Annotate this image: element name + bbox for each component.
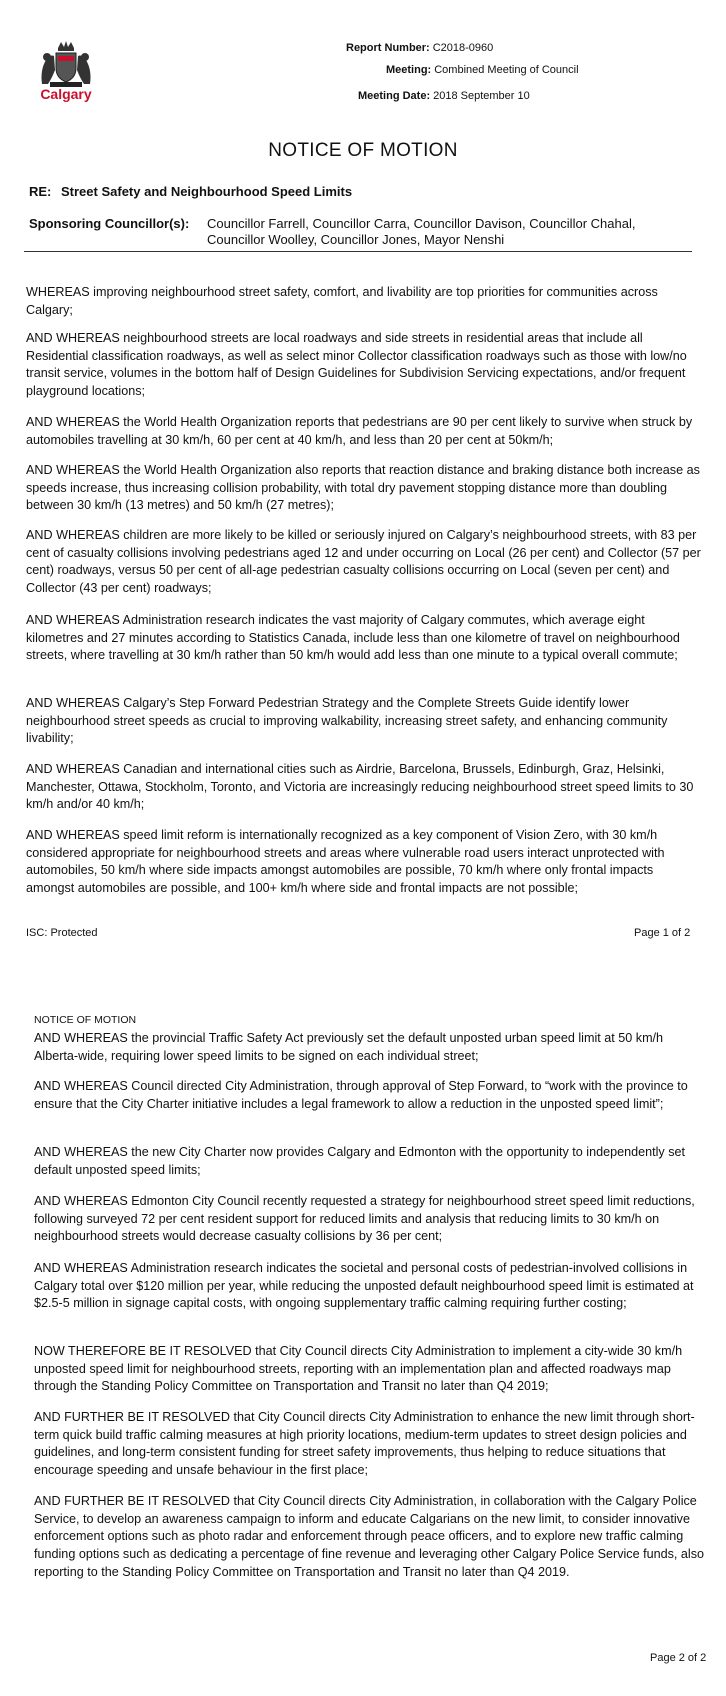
meeting-value: Combined Meeting of Council	[434, 64, 579, 76]
paragraph: AND WHEREAS Calgary’s Step Forward Pedestrian Strategy and the Complete Streets Guide identify lower neighbourhood street speeds as crucial to improving walkability, increasing street safety, and enhancing community livability;	[26, 696, 668, 746]
re-label: RE:	[29, 184, 52, 199]
paragraph: AND WHEREAS neighbourhood streets are local roadways and side streets in residential areas that include all Residential classification roadways, as well as select minor Collector classification roadways such as those with low/no transit service, volumes in the bottom half of Design Guidelines for Subdivision Servicing expectations, and/or frequent playground locations;	[26, 331, 687, 399]
paragraph: AND FURTHER BE IT RESOLVED that City Council directs City Administration to enhance the new limit through short-term quick build traffic calming measures at high priority locations, medium-term updates to street design policies and guidelines, and long-term consistent funding for street safety improvements, thus helping to reduce situations that encourage speeding and unsafe behaviour in the first place;	[34, 1410, 695, 1478]
paragraph: AND WHEREAS Edmonton City Council recently requested a strategy for neighbourhood street speed limit reductions, following surveyed 72 per cent resident support for reduced limits and analysis that reducing limits to 30 km/h on neighbourhood streets would decrease casualty collisions by 36 per cent;	[34, 1194, 695, 1244]
meeting-date-value: 2018 September 10	[433, 90, 530, 102]
paragraph: NOW THEREFORE BE IT RESOLVED that City Council directs City Administration to implement a city-wide 30 km/h unposted speed limit for neighbourhood streets, reporting with an implementation plan and affected roadways map through the Standing Policy Committee on Transportation and Transit no later than Q4 2019;	[34, 1344, 683, 1394]
report-number-label: Report Number:	[346, 42, 430, 54]
page2-header: NOTICE OF MOTION	[34, 1014, 137, 1026]
paragraph: AND WHEREAS Council directed City Administration, through approval of Step Forward, to “work with the province to ensure that the City Charter initiative includes a legal framework to allow a reduction in the unposted speed limit”;	[34, 1079, 688, 1111]
paragraph: AND WHEREAS Administration research indicates the vast majority of Calgary commutes, which average eight kilometres and 27 minutes according to Statistics Canada, include less than one kilometre of travel on neighbourhood streets, where travelling at 30 km/h rather than 50 km/h would add less than one minute to a typical overall commute;	[26, 613, 680, 663]
paragraph: AND WHEREAS the World Health Organization reports that pedestrians are 90 per cent likely to survive when struck by automobiles travelling at 30 km/h, 60 per cent at 40 km/h, and less than 20 per cent at 50km/h;	[26, 415, 693, 447]
report-number	[346, 42, 493, 54]
re-line	[29, 184, 352, 199]
header-divider	[24, 251, 692, 252]
paragraph: WHEREAS improving neighbourhood street safety, comfort, and livability are top priorities for communities across Calgary;	[26, 285, 658, 317]
paragraph: AND WHEREAS speed limit reform is internationally recognized as a key component of Vision Zero, with 30 km/h considered appropriate for neighbourhood streets and areas where vulnerable road users interact unprotected with automobiles, 50 km/h where side impacts amongst automobiles are possible, 70 km/h where only frontal impacts amongst automobiles are possible, and 100+ km/h where side and frontal impacts are not possible;	[26, 828, 665, 896]
meeting-date	[358, 90, 530, 102]
paragraph: AND FURTHER BE IT RESOLVED that City Council directs City Administration, in collaboration with the Calgary Police Service, to develop an awareness campaign to inform and educate Calgarians on the new limit, to consider innovative enforcement options such as photo radar and enforcement through peace officers, and to explore new traffic calming funding options such as dedicating a percentage of fine revenue and leveraging other Calgary Police Service funds, also reporting to the Standing Policy Committee on Transportation and Transit no later than Q4 2019.	[34, 1494, 704, 1579]
meeting-date-label: Meeting Date:	[358, 90, 431, 102]
logo-text: Calgary	[40, 86, 92, 102]
meeting	[386, 64, 579, 76]
paragraph: AND WHEREAS the World Health Organization also reports that reaction distance and braking distance both increase as speeds increase, thus increasing collision probability, with total dry pavement stopping distance more than doubling between 30 km/h (13 metres) and 50 km/h (27 metres);	[26, 463, 700, 513]
sponsors-label: Sponsoring Councillor(s):	[29, 216, 190, 231]
paragraph: AND WHEREAS the provincial Traffic Safety Act previously set the default unposted urban speed limit at 50 km/h Alberta-wide, requiring lower speed limits to be signed on each individual street;	[34, 1031, 664, 1063]
sponsors-names: Councillor Farrell, Councillor Carra, Councillor Davison, Councillor Chahal, Councillor Woolley, Councillor Jones, Mayor Nenshi	[207, 216, 636, 247]
paragraph: AND WHEREAS the new City Charter now provides Calgary and Edmonton with the opportunity to independently set default unposted speed limits;	[34, 1145, 686, 1177]
page-number: Page 2 of 2	[650, 1652, 707, 1664]
paragraph: AND WHEREAS children are more likely to be killed or seriously injured on Calgary’s neighbourhood streets, with 83 per cent of casualty collisions involving pedestrians aged 12 and under occurring on Local (26 per cent) and Collector (57 per cent) roadways, versus 50 per cent of all-age pedestrian casualty collisions occurring on Local (seven per cent) and Collector (43 per cent) roadways;	[26, 528, 701, 596]
paragraph: AND WHEREAS Administration research indicates the societal and personal costs of pedestrian-involved collisions in Calgary total over $120 million per year, while reducing the unposted default neighbourhood speed limit is estimated at $2.5-5 million in signage capital costs, with ongoing supplementary traffic calming requiring further costing;	[34, 1261, 694, 1311]
report-number-value: C2018-0960	[432, 42, 494, 54]
meeting-label: Meeting:	[386, 64, 432, 76]
paragraph: AND WHEREAS Canadian and international cities such as Airdrie, Barcelona, Brussels, Edinburgh, Graz, Helsinki, Manchester, Ottawa, Stockholm, Toronto, and Victoria are increasingly reducing neighbourhood street speed limits to 30 km/h and/or 40 km/h;	[26, 762, 694, 812]
footer-classification: ISC: Protected	[26, 927, 98, 939]
re-subject: Street Safety and Neighbourhood Speed Limits	[61, 184, 353, 199]
page-number: Page 1 of 2	[634, 927, 691, 939]
page-title: NOTICE OF MOTION	[268, 140, 458, 161]
